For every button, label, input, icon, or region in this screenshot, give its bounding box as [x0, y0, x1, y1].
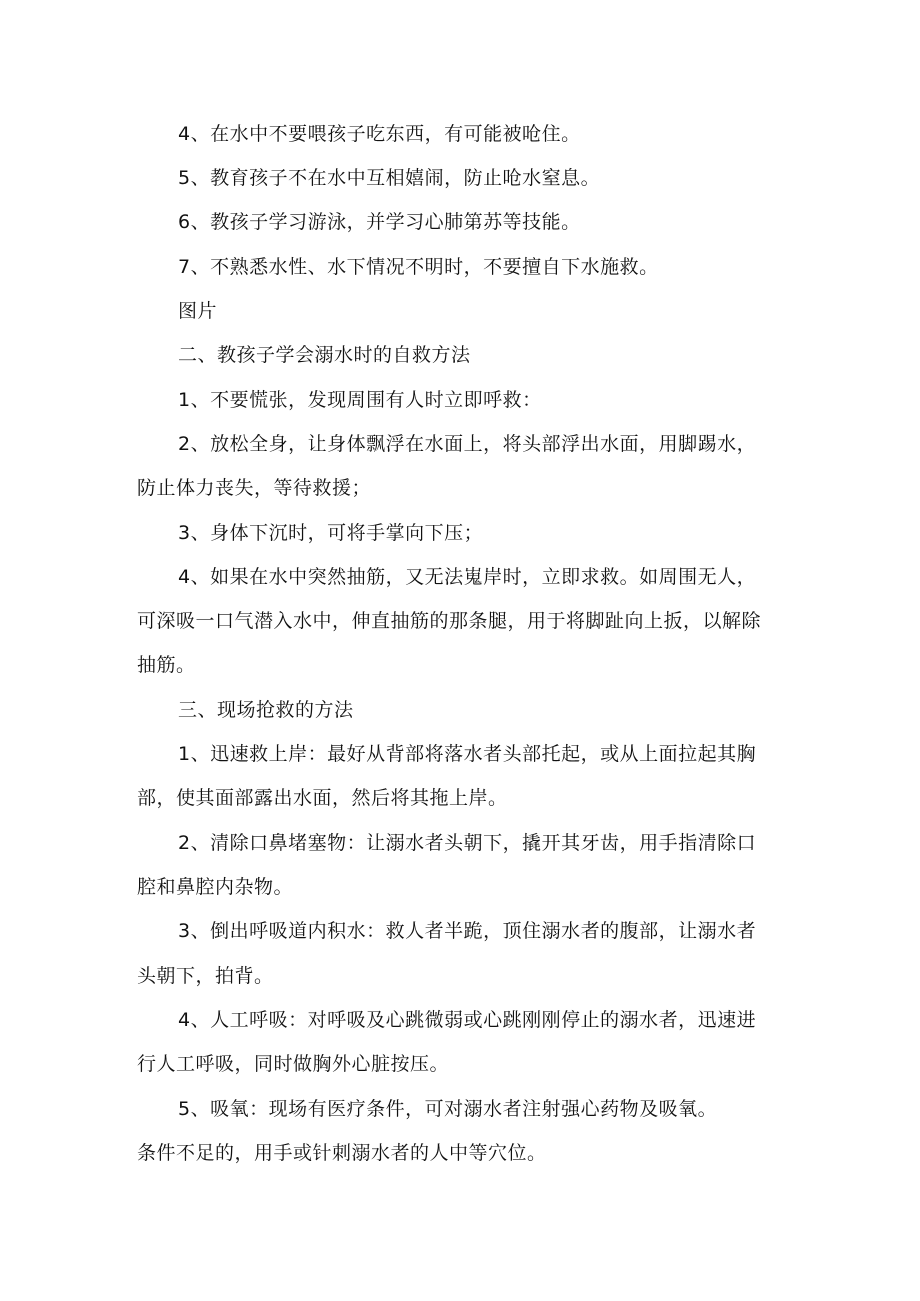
self-rescue-item-1: 1、不要慌张，发现周围有人时立即呼救： [178, 389, 542, 411]
list-item-7: 7、不熟悉水性、水下情况不明时，不要擅自下水施救。 [178, 256, 659, 278]
rescue-item-5: 5、吸氧：现场有医疗条件，可对溺水者注射强心药物及吸氧。 [178, 1098, 718, 1120]
self-rescue-item-4: 4、如果在水中突然抽筋，又无法嵬岸时，立即求救。如周围无人， [178, 566, 757, 588]
rescue-item-1: 1、迅速救上岸：最好从背部将落水者头部托起，或从上面拉起其胸 [178, 743, 757, 765]
self-rescue-item-4-cont: 可深吸一口气潜入水中，伸直抽筋的那条腿，用于将脚趾向上扳，以解除 [137, 610, 762, 632]
section-heading-on-site-rescue: 三、现场抢救的方法 [178, 699, 354, 721]
image-placeholder-label: 图片 [178, 300, 218, 322]
rescue-item-2: 2、清除口鼻堵塞物：让溺水者头朝下，撬开其牙齿，用手指清除口 [178, 832, 757, 854]
rescue-item-4: 4、人工呼吸：对呼吸及心跳微弱或心跳刚刚停止的溺水者，迅速进 [178, 1009, 757, 1031]
rescue-item-5-cont: 条件不足的，用手或针刺溺水者的人中等穴位。 [137, 1142, 547, 1164]
rescue-item-3: 3、倒出呼吸道内积水：救人者半跪，顶住溺水者的腹部，让溺水者 [178, 920, 757, 942]
list-item-4: 4、在水中不要喂孩子吃东西，有可能被呛住。 [178, 123, 581, 145]
self-rescue-item-4-cont2: 抽筋。 [137, 654, 196, 676]
rescue-item-2-cont: 腔和鼻腔内杂物。 [137, 876, 294, 898]
self-rescue-item-3: 3、身体下沉时，可将手掌向下压； [178, 522, 484, 544]
section-heading-self-rescue: 二、教孩子学会溺水时的自救方法 [178, 344, 471, 366]
self-rescue-item-2: 2、放松全身，让身体飘浮在水面上，将头部浮出水面，用脚踢水， [178, 433, 757, 455]
rescue-item-4-cont: 行人工呼吸，同时做胸外心脏按压。 [137, 1053, 450, 1075]
self-rescue-item-2-cont: 防止体力丧失，等待救援； [137, 477, 372, 499]
rescue-item-3-cont: 头朝下，拍背。 [137, 965, 274, 987]
list-item-5: 5、教育孩子不在水中互相嬉闹，防止呛水窒息。 [178, 167, 601, 189]
list-item-6: 6、教孩子学习游泳，并学习心肺第苏等技能。 [178, 211, 581, 233]
rescue-item-1-cont: 部，使其面部露出水面，然后将其拖上岸。 [137, 787, 508, 809]
